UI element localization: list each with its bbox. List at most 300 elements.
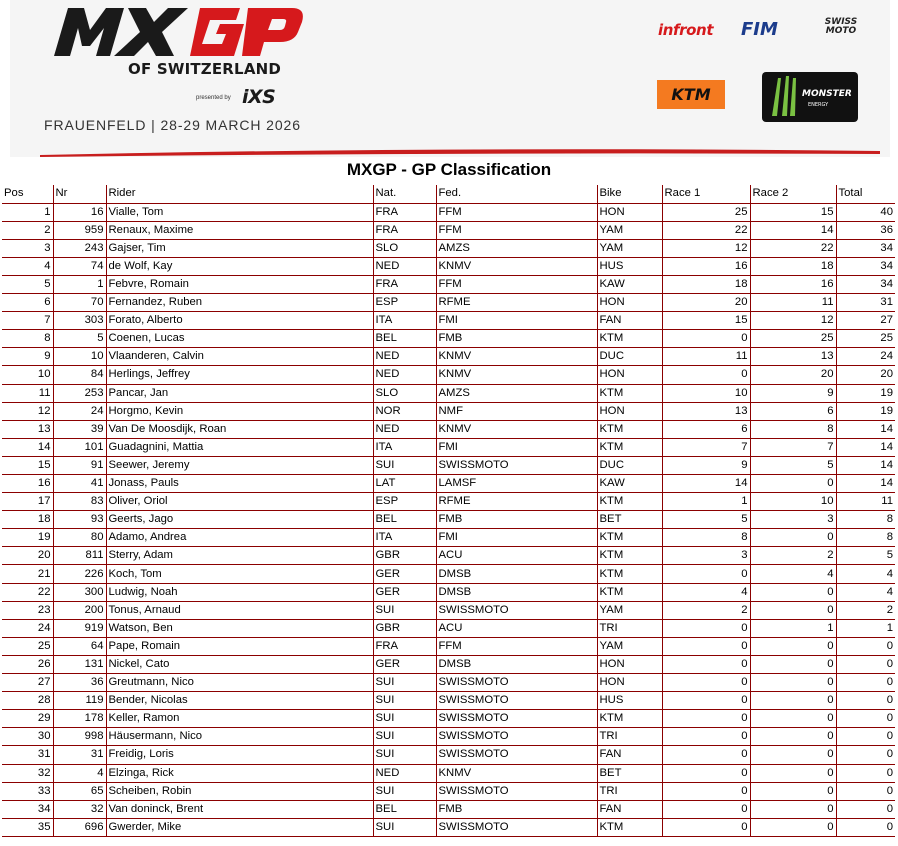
bike-cell: YAM xyxy=(597,601,662,619)
race2-cell: 11 xyxy=(750,294,836,312)
nat-cell: SUI xyxy=(373,710,436,728)
total-cell: 34 xyxy=(836,257,895,275)
pos-cell: 19 xyxy=(2,529,53,547)
table-row xyxy=(2,366,895,384)
total-cell: 31 xyxy=(836,294,895,312)
race2-cell: 18 xyxy=(750,257,836,275)
bike-cell: YAM xyxy=(597,239,662,257)
pos-cell: 28 xyxy=(2,692,53,710)
table-row xyxy=(2,655,895,673)
fed-cell: SWISSMOTO xyxy=(436,601,597,619)
total-cell: 0 xyxy=(836,655,895,673)
infront-logo: infront xyxy=(658,21,714,39)
nr-cell: 93 xyxy=(53,511,106,529)
monster-energy-logo xyxy=(762,72,858,122)
pos-cell: 26 xyxy=(2,655,53,673)
fed-cell: SWISSMOTO xyxy=(436,456,597,474)
column-header-nr: Nr xyxy=(53,185,106,203)
race1-cell: 0 xyxy=(662,782,750,800)
pos-cell: 6 xyxy=(2,294,53,312)
race1-cell: 25 xyxy=(662,203,750,221)
fed-cell: SWISSMOTO xyxy=(436,692,597,710)
rider-cell: Gwerder, Mike xyxy=(106,818,373,836)
nat-cell: NED xyxy=(373,257,436,275)
table-row xyxy=(2,746,895,764)
bike-cell: KTM xyxy=(597,565,662,583)
rider-cell: Häusermann, Nico xyxy=(106,728,373,746)
pos-cell: 15 xyxy=(2,456,53,474)
column-header-rider: Rider xyxy=(106,185,373,203)
pos-cell: 5 xyxy=(2,275,53,293)
total-cell: 14 xyxy=(836,456,895,474)
race2-cell: 8 xyxy=(750,420,836,438)
table-row xyxy=(2,764,895,782)
bike-cell: HON xyxy=(597,402,662,420)
total-cell: 36 xyxy=(836,221,895,239)
rider-cell: Forato, Alberto xyxy=(106,312,373,330)
bike-cell: FAN xyxy=(597,746,662,764)
pos-cell: 27 xyxy=(2,674,53,692)
ixs-logo: iXS xyxy=(242,86,276,108)
nat-cell: NED xyxy=(373,366,436,384)
pos-cell: 4 xyxy=(2,257,53,275)
total-cell: 0 xyxy=(836,782,895,800)
table-row xyxy=(2,275,895,293)
race1-cell: 0 xyxy=(662,674,750,692)
fed-cell: NMF xyxy=(436,402,597,420)
race2-cell: 0 xyxy=(750,746,836,764)
race2-cell: 2 xyxy=(750,547,836,565)
rider-cell: Pape, Romain xyxy=(106,637,373,655)
pos-cell: 14 xyxy=(2,438,53,456)
fim-logo: FIM xyxy=(741,19,778,40)
race1-cell: 15 xyxy=(662,312,750,330)
race2-cell: 0 xyxy=(750,601,836,619)
nr-cell: 83 xyxy=(53,493,106,511)
red-swoosh-divider xyxy=(40,146,880,158)
nat-cell: NED xyxy=(373,420,436,438)
race1-cell: 20 xyxy=(662,294,750,312)
bike-cell: KTM xyxy=(597,710,662,728)
nat-cell: NED xyxy=(373,348,436,366)
total-cell: 19 xyxy=(836,402,895,420)
table-row xyxy=(2,312,895,330)
race1-cell: 16 xyxy=(662,257,750,275)
bike-cell: FAN xyxy=(597,312,662,330)
table-header-row xyxy=(2,185,895,203)
race1-cell: 0 xyxy=(662,619,750,637)
bike-cell: KAW xyxy=(597,275,662,293)
nr-cell: 65 xyxy=(53,782,106,800)
rider-cell: Van doninck, Brent xyxy=(106,800,373,818)
rider-cell: Coenen, Lucas xyxy=(106,330,373,348)
bike-cell: KTM xyxy=(597,818,662,836)
nat-cell: SLO xyxy=(373,239,436,257)
race2-cell: 13 xyxy=(750,348,836,366)
total-cell: 4 xyxy=(836,565,895,583)
bike-cell: KTM xyxy=(597,384,662,402)
rider-cell: Keller, Ramon xyxy=(106,710,373,728)
nr-cell: 696 xyxy=(53,818,106,836)
table-row xyxy=(2,475,895,493)
table-row xyxy=(2,565,895,583)
race2-cell: 0 xyxy=(750,692,836,710)
fed-cell: SWISSMOTO xyxy=(436,728,597,746)
nat-cell: FRA xyxy=(373,203,436,221)
nat-cell: ESP xyxy=(373,294,436,312)
total-cell: 1 xyxy=(836,619,895,637)
bike-cell: YAM xyxy=(597,221,662,239)
fed-cell: ACU xyxy=(436,619,597,637)
race1-cell: 0 xyxy=(662,710,750,728)
mxgp-logo xyxy=(50,0,310,58)
rider-cell: Vlaanderen, Calvin xyxy=(106,348,373,366)
pos-cell: 23 xyxy=(2,601,53,619)
fed-cell: DMSB xyxy=(436,583,597,601)
rider-cell: Horgmo, Kevin xyxy=(106,402,373,420)
fed-cell: FMB xyxy=(436,800,597,818)
fed-cell: AMZS xyxy=(436,384,597,402)
race1-cell: 0 xyxy=(662,366,750,384)
presented-by-label: presented by xyxy=(196,95,231,101)
nr-cell: 998 xyxy=(53,728,106,746)
fed-cell: AMZS xyxy=(436,239,597,257)
nr-cell: 226 xyxy=(53,565,106,583)
rider-cell: Freidig, Loris xyxy=(106,746,373,764)
nat-cell: FRA xyxy=(373,221,436,239)
column-header-race1: Race 1 xyxy=(662,185,750,203)
nr-cell: 303 xyxy=(53,312,106,330)
race1-cell: 14 xyxy=(662,475,750,493)
race1-cell: 0 xyxy=(662,655,750,673)
pos-cell: 2 xyxy=(2,221,53,239)
nr-cell: 10 xyxy=(53,348,106,366)
pos-cell: 12 xyxy=(2,402,53,420)
column-header-fed: Fed. xyxy=(436,185,597,203)
nat-cell: GER xyxy=(373,565,436,583)
pos-cell: 32 xyxy=(2,764,53,782)
bike-cell: HON xyxy=(597,366,662,384)
race2-cell: 0 xyxy=(750,728,836,746)
table-row xyxy=(2,456,895,474)
swiss-moto-logo: SWISS MOTO xyxy=(824,17,858,36)
race1-cell: 0 xyxy=(662,330,750,348)
table-row xyxy=(2,511,895,529)
table-row xyxy=(2,800,895,818)
bike-cell: HON xyxy=(597,655,662,673)
nr-cell: 119 xyxy=(53,692,106,710)
nr-cell: 64 xyxy=(53,637,106,655)
race1-cell: 0 xyxy=(662,565,750,583)
rider-cell: Vialle, Tom xyxy=(106,203,373,221)
table-row xyxy=(2,402,895,420)
bike-cell: HUS xyxy=(597,257,662,275)
nr-cell: 91 xyxy=(53,456,106,474)
page-title: MXGP - GP Classification xyxy=(346,160,552,179)
pos-cell: 35 xyxy=(2,818,53,836)
race2-cell: 25 xyxy=(750,330,836,348)
total-cell: 20 xyxy=(836,366,895,384)
nat-cell: FRA xyxy=(373,275,436,293)
fed-cell: SWISSMOTO xyxy=(436,782,597,800)
table-row xyxy=(2,257,895,275)
pos-cell: 11 xyxy=(2,384,53,402)
table-row xyxy=(2,493,895,511)
race2-cell: 0 xyxy=(750,818,836,836)
table-row xyxy=(2,348,895,366)
fed-cell: FMI xyxy=(436,529,597,547)
column-header-bike: Bike xyxy=(597,185,662,203)
nr-cell: 74 xyxy=(53,257,106,275)
total-cell: 0 xyxy=(836,710,895,728)
race1-cell: 10 xyxy=(662,384,750,402)
fed-cell: KNMV xyxy=(436,420,597,438)
nr-cell: 4 xyxy=(53,764,106,782)
rider-cell: Tonus, Arnaud xyxy=(106,601,373,619)
pos-cell: 24 xyxy=(2,619,53,637)
race1-cell: 6 xyxy=(662,420,750,438)
pos-cell: 13 xyxy=(2,420,53,438)
nat-cell: FRA xyxy=(373,637,436,655)
total-cell: 8 xyxy=(836,511,895,529)
rider-cell: Renaux, Maxime xyxy=(106,221,373,239)
nr-cell: 31 xyxy=(53,746,106,764)
nat-cell: SUI xyxy=(373,746,436,764)
nr-cell: 5 xyxy=(53,330,106,348)
race2-cell: 1 xyxy=(750,619,836,637)
race2-cell: 20 xyxy=(750,366,836,384)
nr-cell: 959 xyxy=(53,221,106,239)
race2-cell: 7 xyxy=(750,438,836,456)
pos-cell: 3 xyxy=(2,239,53,257)
bike-cell: KTM xyxy=(597,420,662,438)
bike-cell: KTM xyxy=(597,547,662,565)
race2-cell: 3 xyxy=(750,511,836,529)
nat-cell: NED xyxy=(373,764,436,782)
nr-cell: 70 xyxy=(53,294,106,312)
race2-cell: 0 xyxy=(750,637,836,655)
total-cell: 14 xyxy=(836,438,895,456)
race1-cell: 11 xyxy=(662,348,750,366)
fed-cell: KNMV xyxy=(436,348,597,366)
nat-cell: SUI xyxy=(373,674,436,692)
race1-cell: 18 xyxy=(662,275,750,293)
bike-cell: YAM xyxy=(597,637,662,655)
total-cell: 40 xyxy=(836,203,895,221)
header-banner xyxy=(10,0,890,157)
fed-cell: FMB xyxy=(436,511,597,529)
nat-cell: GBR xyxy=(373,619,436,637)
table-row xyxy=(2,674,895,692)
rider-cell: Nickel, Cato xyxy=(106,655,373,673)
rider-cell: Bender, Nicolas xyxy=(106,692,373,710)
nr-cell: 919 xyxy=(53,619,106,637)
nr-cell: 178 xyxy=(53,710,106,728)
race1-cell: 7 xyxy=(662,438,750,456)
nat-cell: ESP xyxy=(373,493,436,511)
pos-cell: 33 xyxy=(2,782,53,800)
nat-cell: ITA xyxy=(373,312,436,330)
fed-cell: RFME xyxy=(436,493,597,511)
table-row xyxy=(2,637,895,655)
race2-cell: 0 xyxy=(750,800,836,818)
nat-cell: SUI xyxy=(373,456,436,474)
total-cell: 0 xyxy=(836,800,895,818)
rider-cell: Ludwig, Noah xyxy=(106,583,373,601)
nr-cell: 36 xyxy=(53,674,106,692)
race2-cell: 0 xyxy=(750,710,836,728)
total-cell: 0 xyxy=(836,764,895,782)
total-cell: 0 xyxy=(836,728,895,746)
event-name: OF SWITZERLAND xyxy=(128,60,282,78)
bike-cell: HON xyxy=(597,674,662,692)
race2-cell: 6 xyxy=(750,402,836,420)
rider-cell: Adamo, Andrea xyxy=(106,529,373,547)
race2-cell: 16 xyxy=(750,275,836,293)
fed-cell: KNMV xyxy=(436,366,597,384)
race1-cell: 12 xyxy=(662,239,750,257)
total-cell: 8 xyxy=(836,529,895,547)
bike-cell: KTM xyxy=(597,438,662,456)
total-cell: 14 xyxy=(836,420,895,438)
nat-cell: NOR xyxy=(373,402,436,420)
total-cell: 24 xyxy=(836,348,895,366)
race2-cell: 5 xyxy=(750,456,836,474)
race2-cell: 15 xyxy=(750,203,836,221)
race2-cell: 22 xyxy=(750,239,836,257)
total-cell: 34 xyxy=(836,275,895,293)
race1-cell: 22 xyxy=(662,221,750,239)
total-cell: 5 xyxy=(836,547,895,565)
rider-cell: Elzinga, Rick xyxy=(106,764,373,782)
rider-cell: Pancar, Jan xyxy=(106,384,373,402)
pos-cell: 8 xyxy=(2,330,53,348)
nr-cell: 131 xyxy=(53,655,106,673)
fed-cell: FFM xyxy=(436,203,597,221)
column-header-nat: Nat. xyxy=(373,185,436,203)
nr-cell: 253 xyxy=(53,384,106,402)
fed-cell: LAMSF xyxy=(436,475,597,493)
total-cell: 27 xyxy=(836,312,895,330)
column-header-pos: Pos xyxy=(2,185,53,203)
fed-cell: SWISSMOTO xyxy=(436,674,597,692)
table-row xyxy=(2,529,895,547)
nr-cell: 811 xyxy=(53,547,106,565)
table-row xyxy=(2,420,895,438)
race1-cell: 2 xyxy=(662,601,750,619)
pos-cell: 34 xyxy=(2,800,53,818)
total-cell: 4 xyxy=(836,583,895,601)
column-header-total: Total xyxy=(836,185,895,203)
nr-cell: 1 xyxy=(53,275,106,293)
pos-cell: 30 xyxy=(2,728,53,746)
nat-cell: BEL xyxy=(373,511,436,529)
fed-cell: DMSB xyxy=(436,655,597,673)
race2-cell: 0 xyxy=(750,655,836,673)
nat-cell: BEL xyxy=(373,330,436,348)
bike-cell: DUC xyxy=(597,456,662,474)
svg-text:MONSTER: MONSTER xyxy=(802,89,852,99)
table-row xyxy=(2,710,895,728)
race2-cell: 0 xyxy=(750,475,836,493)
fed-cell: FFM xyxy=(436,275,597,293)
nr-cell: 84 xyxy=(53,366,106,384)
bike-cell: KAW xyxy=(597,475,662,493)
fed-cell: FMI xyxy=(436,438,597,456)
rider-cell: Greutmann, Nico xyxy=(106,674,373,692)
total-cell: 0 xyxy=(836,692,895,710)
nr-cell: 200 xyxy=(53,601,106,619)
pos-cell: 22 xyxy=(2,583,53,601)
bike-cell: DUC xyxy=(597,348,662,366)
pos-cell: 18 xyxy=(2,511,53,529)
race2-cell: 10 xyxy=(750,493,836,511)
total-cell: 0 xyxy=(836,674,895,692)
rider-cell: Watson, Ben xyxy=(106,619,373,637)
nr-cell: 24 xyxy=(53,402,106,420)
pos-cell: 31 xyxy=(2,746,53,764)
pos-cell: 20 xyxy=(2,547,53,565)
nat-cell: SUI xyxy=(373,782,436,800)
race2-cell: 4 xyxy=(750,565,836,583)
pos-cell: 7 xyxy=(2,312,53,330)
rider-cell: Jonass, Pauls xyxy=(106,475,373,493)
rider-cell: Koch, Tom xyxy=(106,565,373,583)
table-row xyxy=(2,294,895,312)
nr-cell: 39 xyxy=(53,420,106,438)
table-row xyxy=(2,203,895,221)
ktm-logo: KTM xyxy=(657,80,725,109)
table-row xyxy=(2,438,895,456)
rider-cell: Scheiben, Robin xyxy=(106,782,373,800)
race1-cell: 0 xyxy=(662,800,750,818)
table-row xyxy=(2,782,895,800)
fed-cell: FFM xyxy=(436,637,597,655)
race2-cell: 9 xyxy=(750,384,836,402)
race1-cell: 0 xyxy=(662,764,750,782)
nat-cell: GBR xyxy=(373,547,436,565)
nat-cell: ITA xyxy=(373,529,436,547)
nat-cell: GER xyxy=(373,583,436,601)
pos-cell: 17 xyxy=(2,493,53,511)
fed-cell: RFME xyxy=(436,294,597,312)
column-header-race2: Race 2 xyxy=(750,185,836,203)
nat-cell: SLO xyxy=(373,384,436,402)
classification-table xyxy=(2,185,895,837)
pos-cell: 25 xyxy=(2,637,53,655)
rider-cell: Van De Moosdijk, Roan xyxy=(106,420,373,438)
pos-cell: 29 xyxy=(2,710,53,728)
race2-cell: 0 xyxy=(750,583,836,601)
bike-cell: KTM xyxy=(597,529,662,547)
nr-cell: 300 xyxy=(53,583,106,601)
table-row xyxy=(2,239,895,257)
table-row xyxy=(2,728,895,746)
fed-cell: SWISSMOTO xyxy=(436,746,597,764)
fed-cell: KNMV xyxy=(436,257,597,275)
rider-cell: Guadagnini, Mattia xyxy=(106,438,373,456)
total-cell: 11 xyxy=(836,493,895,511)
nr-cell: 16 xyxy=(53,203,106,221)
fed-cell: FMB xyxy=(436,330,597,348)
race2-cell: 12 xyxy=(750,312,836,330)
table-row xyxy=(2,818,895,836)
bike-cell: HUS xyxy=(597,692,662,710)
race1-cell: 0 xyxy=(662,637,750,655)
nat-cell: SUI xyxy=(373,728,436,746)
bike-cell: FAN xyxy=(597,800,662,818)
total-cell: 0 xyxy=(836,637,895,655)
